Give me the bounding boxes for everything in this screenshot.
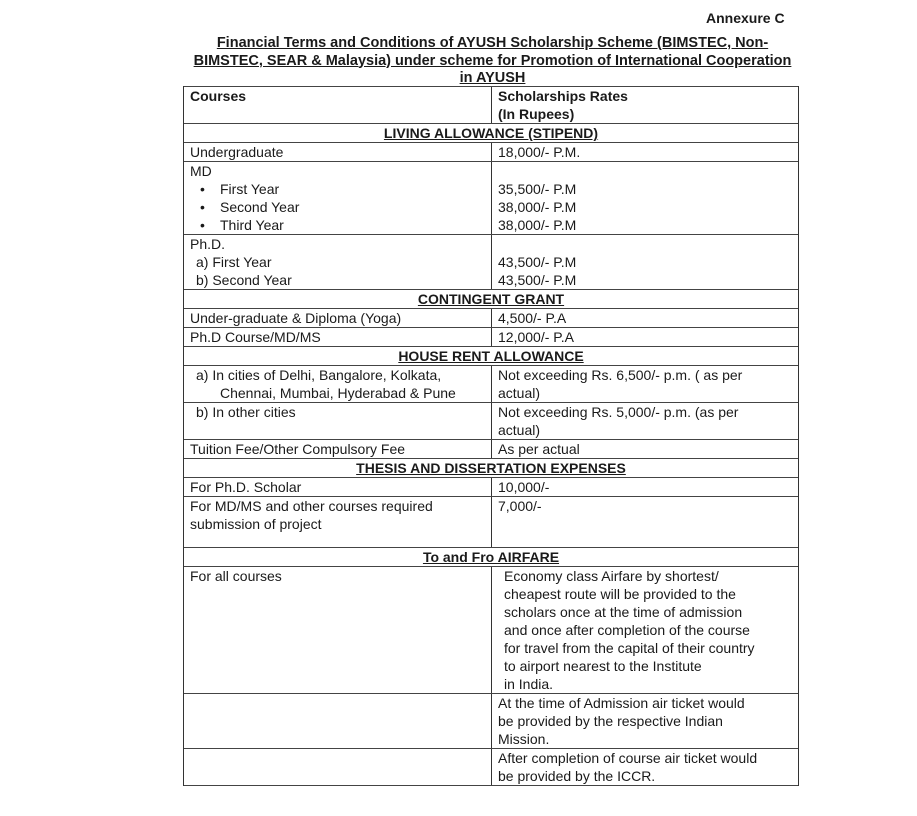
annexure-label: Annexure C: [706, 10, 785, 26]
airfare-line: in India.: [504, 676, 554, 692]
rate-value: 35,500/- P.M: [498, 181, 577, 197]
table-header-row: [184, 86, 798, 123]
course-label: Ph.D Course/MD/MS: [190, 329, 321, 345]
course-label: For all courses: [190, 568, 282, 584]
rates-header-line1: Scholarships Rates: [498, 88, 628, 104]
rate-value: [491, 366, 798, 402]
airfare-line: Economy class Airfare by shortest/: [504, 568, 719, 584]
course-label: [184, 497, 491, 547]
table-row: [184, 439, 798, 458]
course-label: [184, 403, 491, 439]
airfare-line: Mission.: [498, 731, 550, 747]
rate-value: As per actual: [491, 440, 798, 458]
thesis-md-line1: For MD/MS and other courses required: [190, 498, 433, 514]
rate-value: 38,000/- P.M: [498, 199, 577, 215]
rate-value: 43,500/- P.M: [498, 254, 577, 270]
table-row-phd: [184, 234, 798, 289]
airfare-description: [491, 567, 798, 693]
rates-header-line2: (In Rupees): [498, 106, 575, 122]
airfare-line: to airport nearest to the Institute: [504, 658, 702, 674]
airfare-line: and once after completion of the course: [504, 622, 750, 638]
table-row: [184, 142, 798, 161]
course-label: [184, 366, 491, 402]
contingent-grant-heading: CONTINGENT GRANT: [184, 289, 798, 308]
hra-metro-line2: Chennai, Mumbai, Hyderabad & Pune: [220, 385, 456, 401]
table-row: [184, 748, 798, 786]
hra-metro-rate-line1: Not exceeding Rs. 6,500/- p.m. ( as per: [498, 367, 743, 383]
airfare-line: After completion of course air ticket would: [498, 750, 758, 766]
house-rent-allowance-heading: HOUSE RENT ALLOWANCE: [184, 346, 798, 365]
document-title: Financial Terms and Conditions of AYUSH Scholarship Scheme (BIMSTEC, Non-BIMSTEC, SEAR & Malaysia) under scheme for Promotion of International Cooperation in AYUSH: [193, 35, 792, 86]
table-row: [184, 566, 798, 693]
table-row: [184, 365, 798, 402]
md-rate-cell: [491, 162, 798, 234]
hra-other-rate-line1: Not exceeding Rs. 5,000/- p.m. (as per: [498, 404, 739, 420]
thesis-expenses-heading: THESIS AND DISSERTATION EXPENSES: [184, 458, 798, 477]
airfare-heading: To and Fro AIRFARE: [184, 547, 798, 566]
rate-value: 38,000/- P.M: [498, 217, 577, 233]
scholarship-table: [183, 86, 799, 786]
table-row: [184, 496, 798, 547]
rate-value: 18,000/- P.M.: [491, 143, 798, 161]
course-label: Under-graduate & Diploma (Yoga): [190, 310, 402, 326]
empty-cell: [184, 749, 491, 785]
hra-metro-rate-line2: actual): [498, 385, 541, 401]
rate-value: 10,000/-: [491, 478, 798, 496]
md-second-year: • Second Year: [190, 198, 485, 216]
rate-value: 43,500/- P.M: [498, 272, 577, 288]
hra-other-rate-line2: actual): [498, 422, 541, 438]
md-first-year: • First Year: [190, 180, 485, 198]
table-row: [184, 327, 798, 346]
airfare-completion: [491, 749, 798, 785]
rate-value: 12,000/- P.A: [491, 328, 798, 346]
phd-course-cell: [184, 235, 491, 289]
airfare-line: cheapest route will be provided to the: [504, 586, 736, 602]
course-label: Undergraduate: [190, 144, 284, 160]
airfare-admission: [491, 694, 798, 748]
md-label: MD: [190, 163, 212, 179]
md-third-year: • Third Year: [190, 216, 485, 234]
airfare-line: be provided by the respective Indian: [498, 713, 723, 729]
living-allowance-heading: LIVING ALLOWANCE (STIPEND): [184, 123, 798, 142]
rate-value: [491, 403, 798, 439]
table-row: [184, 402, 798, 439]
rates-header: [491, 87, 798, 123]
courses-header: Courses: [190, 88, 247, 104]
phd-rate-cell: [491, 235, 798, 289]
phd-second-year: b) Second Year: [196, 272, 292, 288]
airfare-line: be provided by the ICCR.: [498, 768, 656, 784]
phd-first-year: a) First Year: [196, 254, 272, 270]
course-label: For Ph.D. Scholar: [190, 479, 302, 495]
table-row-md: [184, 161, 798, 234]
table-row: [184, 308, 798, 327]
phd-label: Ph.D.: [190, 236, 226, 252]
hra-other-label: b) In other cities: [196, 404, 296, 420]
rate-value: 4,500/- P.A: [491, 309, 798, 327]
course-label: Tuition Fee/Other Compulsory Fee: [190, 441, 406, 457]
table-row: [184, 693, 798, 748]
empty-cell: [184, 694, 491, 748]
table-row: [184, 477, 798, 496]
airfare-line: At the time of Admission air ticket would: [498, 695, 745, 711]
md-course-cell: [184, 162, 491, 234]
airfare-line: scholars once at the time of admission: [504, 604, 743, 620]
rate-value: 7,000/-: [491, 497, 798, 547]
thesis-md-line2: submission of project: [190, 516, 322, 532]
airfare-line: for travel from the capital of their country: [504, 640, 755, 656]
hra-metro-line1: a) In cities of Delhi, Bangalore, Kolkata,: [196, 367, 442, 383]
